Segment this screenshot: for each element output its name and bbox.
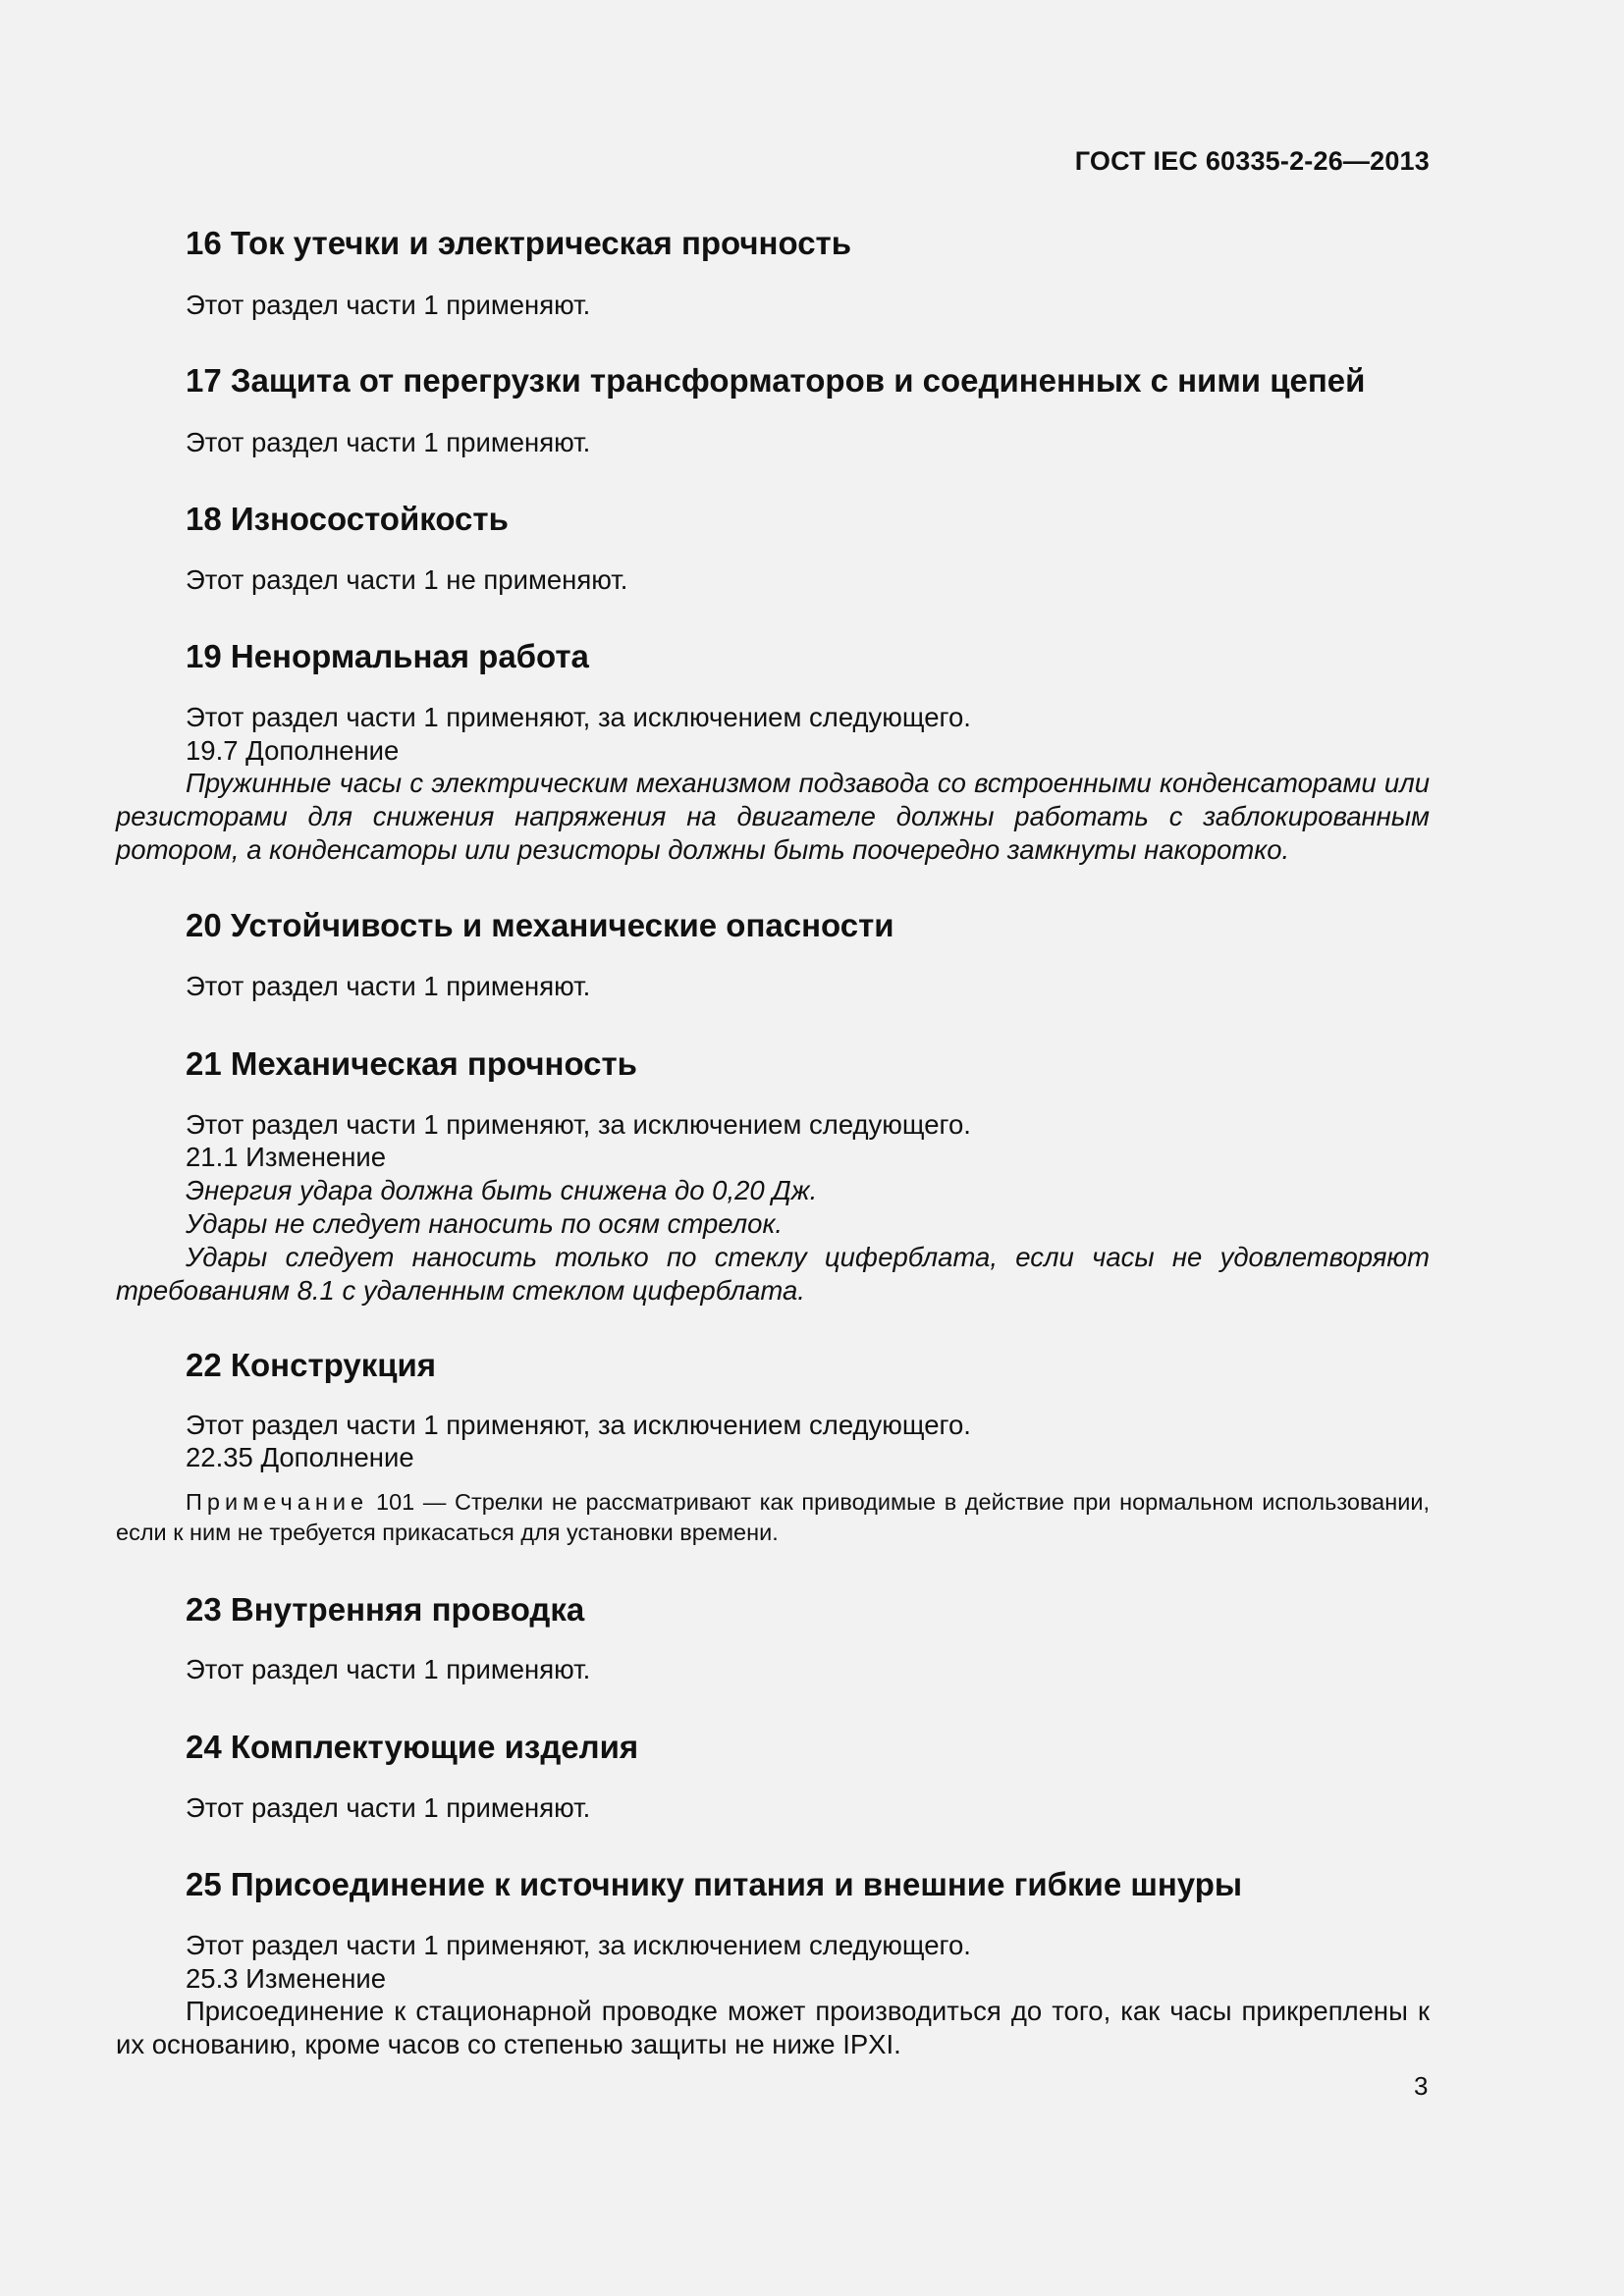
- section-18-text: Этот раздел части 1 не применяют.: [186, 564, 628, 595]
- note-label: Примечание: [186, 1489, 369, 1515]
- section-22-text: Этот раздел части 1 применяют, за исключением следующего.: [186, 1410, 971, 1440]
- section-25-text: Этот раздел части 1 применяют, за исключением следующего.: [186, 1930, 971, 1960]
- section-21-line-2: Удары не следует наносить по осям стрелок.: [186, 1208, 784, 1239]
- section-21-paragraph: Удары следует наносить только по стеклу циферблата, если часы не удовлетворяют требованиям 8.1 с удаленным стеклом циферблата.: [116, 1242, 1430, 1306]
- section-19-paragraph: Пружинные часы с электрическим механизмом подзавода со встроенными конденсаторами или резисторами для снижения напряжения на двигателе должны работать с заблокированным ротором, а конденсаторы или резисторы должны быть поочередно замкнуты накоротко.: [116, 768, 1430, 865]
- section-23-text: Этот раздел части 1 применяют.: [186, 1654, 591, 1684]
- section-22-note: [116, 1487, 1430, 1548]
- section-16-title: 16 Ток утечки и электрическая прочность: [186, 225, 851, 261]
- section-19-text: Этот раздел части 1 применяют, за исключением следующего.: [186, 702, 971, 732]
- section-19-title: 19 Ненормальная работа: [186, 638, 589, 674]
- section-16-text: Этот раздел части 1 применяют.: [186, 290, 591, 320]
- section-20-title: 20 Устойчивость и механические опасности: [186, 907, 894, 943]
- page-number: 3: [1414, 2071, 1429, 2101]
- section-21-title: 21 Механическая прочность: [186, 1045, 637, 1082]
- section-21-subclause: 21.1 Изменение: [186, 1142, 387, 1172]
- section-22-title: 22 Конструкция: [186, 1347, 437, 1383]
- section-18-title: 18 Износостойкость: [186, 501, 509, 537]
- section-23-title: 23 Внутренняя проводка: [186, 1591, 585, 1628]
- document-number-header: ГОСТ IEC 60335-2-26—2013: [1074, 146, 1430, 176]
- section-25-paragraph: Присоединение к стационарной проводке может производиться до того, как часы прикреплены к их основанию, кроме часов со степенью защиты не ниже IPXI.: [116, 1996, 1430, 2059]
- section-20-text: Этот раздел части 1 применяют.: [186, 971, 591, 1001]
- section-24-text: Этот раздел части 1 применяют.: [186, 1792, 591, 1823]
- section-24-title: 24 Комплектующие изделия: [186, 1729, 639, 1765]
- note-text: 101 — Стрелки не рассматривают как приводимые в действие при нормальном использовании, если к ним не требуется прикасаться для установки времени.: [116, 1489, 1430, 1545]
- section-25-title: 25 Присоединение к источнику питания и внешние гибкие шнуры: [186, 1866, 1243, 1902]
- section-17-text: Этот раздел части 1 применяют.: [186, 427, 591, 457]
- section-17-title: 17 Защита от перегрузки трансформаторов и соединенных с ними цепей: [186, 362, 1366, 399]
- section-25-subclause: 25.3 Изменение: [186, 1963, 387, 1994]
- section-21-line-1: Энергия удара должна быть снижена до 0,20 Дж.: [186, 1175, 818, 1205]
- section-21-text: Этот раздел части 1 применяют, за исключением следующего.: [186, 1109, 971, 1140]
- section-19-subclause: 19.7 Дополнение: [186, 735, 400, 766]
- section-22-subclause: 22.35 Дополнение: [186, 1442, 414, 1472]
